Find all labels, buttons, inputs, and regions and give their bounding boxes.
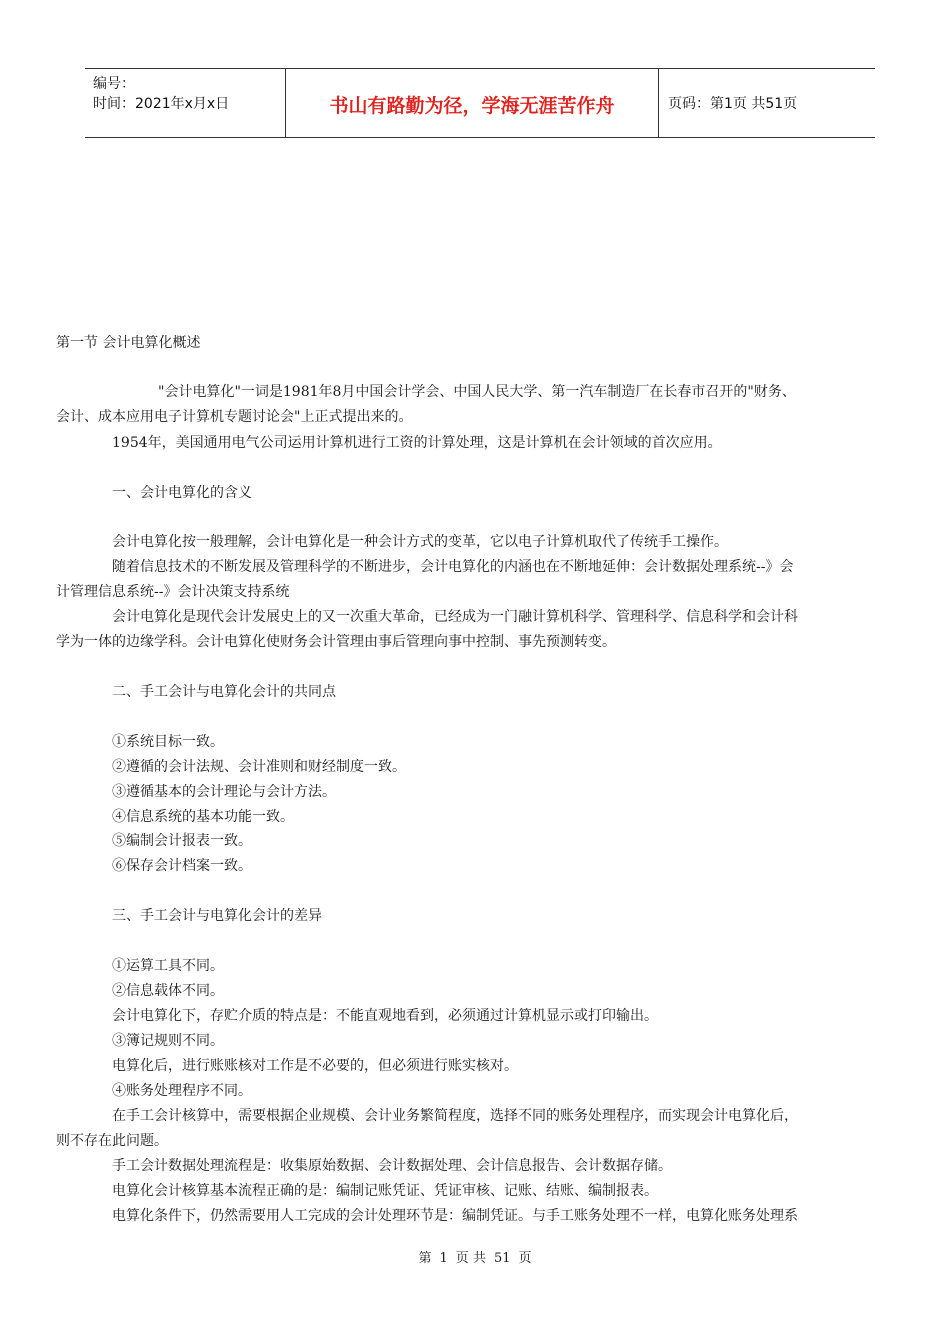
- header-table: [85, 68, 875, 138]
- intro-p1-line2: 会计、成本应用电子计算机专题讨论会"上正式提出来的。: [56, 409, 413, 425]
- footer-prefix: 第: [418, 1251, 432, 1266]
- s3-line: 手工会计数据处理流程是：收集原始数据、会计数据处理、会计信息报告、会计数据存储。: [112, 1158, 672, 1174]
- footer-page: 1: [439, 1251, 448, 1266]
- s3-heading: 三、手工会计与电算化会计的差异: [112, 908, 322, 924]
- number-label: 编号：: [93, 76, 135, 92]
- s2-item: ②遵循的会计法规、会计准则和财经制度一致。: [112, 759, 406, 775]
- s3-line: ④账务处理程序不同。: [112, 1083, 252, 1099]
- intro-p1-line1: "会计电算化"一词是1981年8月中国会计学会、中国人民大学、第一汽车制造厂在长春市召开的"财务、: [158, 384, 796, 400]
- s1-p2-line1: 随着信息技术的不断发展及管理科学的不断进步，会计电算化的内涵也在不断地延伸：会计数据处理系统--》会: [112, 559, 794, 575]
- header-info-cell: [85, 69, 285, 137]
- s3-line: 则不存在此问题。: [56, 1133, 168, 1149]
- s3-line: 会计电算化下，存贮介质的特点是：不能直观地看到，必须通过计算机显示或打印输出。: [112, 1008, 658, 1024]
- s3-line: 电算化会计核算基本流程正确的是：编制记账凭证、凭证审核、记账、结账、编制报表。: [112, 1183, 658, 1199]
- s3-line: 在手工会计核算中，需要根据企业规模、会计业务繁简程度，选择不同的账务处理程序，而实现会计电算化后，: [112, 1108, 798, 1124]
- section-title: 第一节 会计电算化概述: [56, 335, 201, 351]
- s2-item: ⑥保存会计档案一致。: [112, 858, 252, 874]
- intro-p2: 1954年，美国通用电气公司运用计算机进行工资的计算处理，这是计算机在会计领域的首次应用。: [112, 435, 722, 451]
- s3-line: 电算化条件下，仍然需要用人工完成的会计处理环节是：编制凭证。与手工账务处理不一样，电算化账务处理系: [112, 1208, 798, 1224]
- s2-item: ①系统目标一致。: [112, 734, 224, 750]
- s1-p2-line2: 计管理信息系统--》会计决策支持系统: [56, 584, 290, 600]
- footer-total: 51: [493, 1251, 511, 1266]
- s1-p3-line1: 会计电算化是现代会计发展史上的又一次重大革命，已经成为一门融计算机科学、管理科学、信息科学和会计科: [112, 609, 798, 625]
- time-label: 时间：2021年x月x日: [93, 96, 230, 112]
- header-motto-cell: [285, 69, 659, 137]
- s2-item: ⑤编制会计报表一致。: [112, 833, 252, 849]
- s3-line: ①运算工具不同。: [112, 958, 224, 974]
- page-label: 页码：第1页 共51页: [668, 96, 798, 112]
- header-page-cell: [658, 69, 875, 137]
- s1-p3-line2: 学为一体的边缘学科。会计电算化使财务会计管理由事后管理向事中控制、事先预测转变。: [56, 634, 616, 650]
- footer-suffix: 页: [518, 1251, 532, 1266]
- s1-p1: 会计电算化按一般理解，会计电算化是一种会计方式的变革，它以电子计算机取代了传统手工操作。: [112, 534, 728, 550]
- s3-line: ③簿记规则不同。: [112, 1033, 224, 1049]
- s3-line: 电算化后，进行账账核对工作是不必要的，但必须进行账实核对。: [112, 1058, 518, 1074]
- s2-item: ③遵循基本的会计理论与会计方法。: [112, 784, 336, 800]
- s2-item: ④信息系统的基本功能一致。: [112, 809, 294, 825]
- motto: 书山有路勤为径，学海无涯苦作舟: [329, 95, 615, 117]
- s1-heading: 一、会计电算化的含义: [112, 485, 252, 501]
- s2-heading: 二、手工会计与电算化会计的共同点: [112, 684, 336, 700]
- s3-line: ②信息载体不同。: [112, 983, 224, 999]
- footer-mid: 页 共: [455, 1251, 486, 1266]
- page-footer: [0, 1247, 950, 1266]
